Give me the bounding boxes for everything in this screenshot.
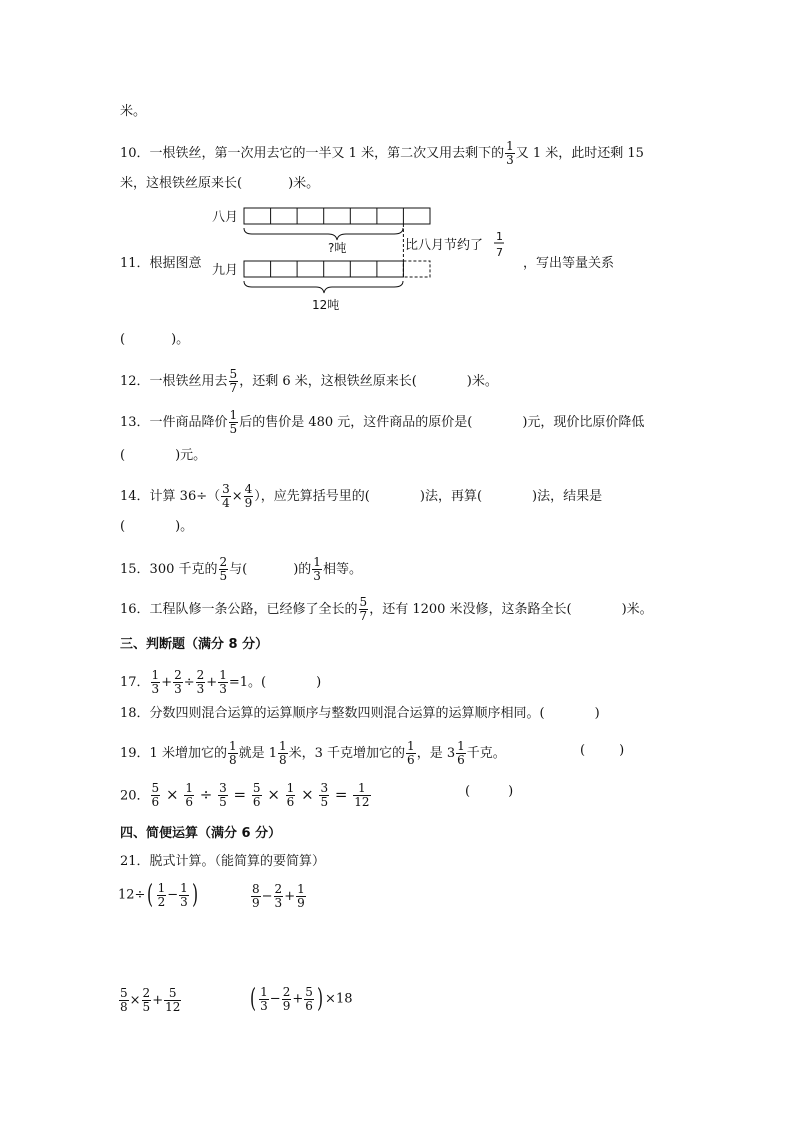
expression-1: 12÷( $\frac{1}{2}$ − $\frac{1}{3}$ ) bbox=[118, 880, 198, 910]
question-16: 16．工程队修一条公路，已经修了全长的 $\frac{5}{7}$ ，还有 1200 米没修，这条路全长( )米。 bbox=[120, 595, 653, 623]
question-12: 12．一根铁丝用去 $\frac{5}{7}$ ，还剩 6 米，这根铁丝原来长( )米。 bbox=[120, 367, 498, 395]
quantity-diagram bbox=[208, 200, 538, 316]
saving-label: 比八月节约了 bbox=[405, 238, 484, 253]
september-total: 12吨 bbox=[312, 298, 340, 312]
question-11-b: ，写出等量关系 bbox=[523, 256, 615, 271]
expression-4: ( $\frac{1}{3}$ − $\frac{2}{9}$ + $\frac{5}{6}$ ) ×18 bbox=[250, 984, 353, 1014]
question-20: 20． $\frac{5}{6}$ × $\frac{1}{6}$ ÷ $\frac{3}{5}$ = $\frac{5}{6}$ × $\frac{1}{6}$ × $\frac{3}{5}$ = $\frac{1}{12}$ bbox=[120, 781, 370, 809]
question-19: 19．1 米增加它的 $\frac{1}{8}$ 就是 1 $\frac{1}{8}$ 米，3 千克增加它的 $\frac{1}{6}$ ，是 3 $\frac{1}{6}$ 千克。 bbox=[120, 739, 506, 767]
question-13-cont: ( )元。 bbox=[120, 448, 207, 463]
question-14-cont: ( )。 bbox=[120, 519, 194, 534]
question-19-answer: ( ) bbox=[580, 743, 625, 758]
question-17: 17． $\frac{1}{3}$ + $\frac{2}{3}$ ÷ $\frac{2}{3}$ + $\frac{1}{3}$ =1。( ) bbox=[120, 668, 322, 696]
question-11-answer: ( )。 bbox=[120, 332, 190, 347]
september-brace bbox=[244, 281, 403, 293]
question-10: 10．一根铁丝，第一次用去它的一半又 1 米，第二次又用去剩下的 $\frac{1}{3}$ 又 1 米，此时还剩 15 bbox=[120, 139, 644, 167]
fraction: $\frac{1}{3}$ bbox=[506, 139, 514, 167]
question-14: 14．计算 36÷（ $\frac{3}{4}$ × $\frac{4}{9}$ ），应先算括号里的( )法，再算( )法，结果是 bbox=[120, 482, 603, 510]
september-bar bbox=[244, 261, 430, 277]
question-15: 15．300 千克的 $\frac{2}{5}$ 与( )的 $\frac{1}{3}$ 相等。 bbox=[120, 555, 362, 583]
section-title-simplify: 四、简便运算（满分 6 分） bbox=[120, 826, 282, 841]
september-label: 九月 bbox=[212, 263, 239, 278]
question-20-answer: ( ) bbox=[465, 784, 514, 799]
question-18: 18．分数四则混合运算的运算顺序与整数四则混合运算的运算顺序相同。( ) bbox=[120, 706, 600, 721]
august-label: 八月 bbox=[212, 210, 239, 225]
question-11: 11．根据图意 bbox=[120, 256, 202, 271]
august-bar bbox=[244, 208, 430, 224]
section-title-judgement: 三、判断题（满分 8 分） bbox=[120, 637, 269, 652]
expression-2: $\frac{8}{9}$ − $\frac{2}{3}$ + $\frac{1}{9}$ bbox=[252, 882, 305, 910]
august-total: ?吨 bbox=[328, 241, 347, 255]
question-13: 13．一件商品降价 $\frac{1}{5}$ 后的售价是 480 元，这件商品的原价是( )元，现价比原价降低 bbox=[120, 408, 645, 436]
question-10-cont: 米，这根铁丝原来长( )米。 bbox=[120, 176, 320, 191]
svg-text:7: 7 bbox=[496, 246, 503, 259]
text-line: 米。 bbox=[120, 104, 147, 119]
august-brace bbox=[244, 228, 403, 240]
question-21: 21．脱式计算。（能简算的要简算） bbox=[120, 854, 326, 869]
svg-text:1: 1 bbox=[496, 230, 503, 243]
expression-3: $\frac{5}{8}$ × $\frac{2}{5}$ + $\frac{5}{12}$ bbox=[120, 986, 181, 1014]
